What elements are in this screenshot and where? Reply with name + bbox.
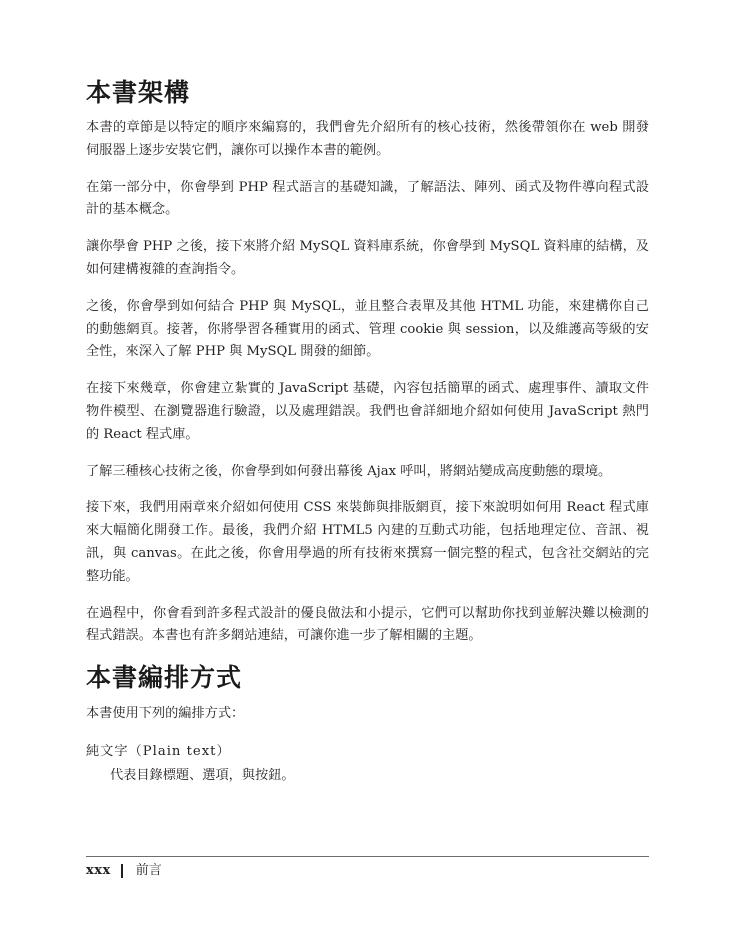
page-number: xxx <box>86 863 111 878</box>
footer-section-name: 前言 <box>135 863 162 878</box>
book-structure-body <box>86 117 649 662</box>
paragraph: 本書的章節是以特定的順序來編寫的，我們會先介紹所有的核心技術，然後帶領你在 web 開發伺服器上逐步安裝它們，讓你可以操作本書的範例。 <box>86 120 649 158</box>
footer-divider <box>86 856 649 857</box>
footer-separator <box>121 864 123 878</box>
section-heading-book-structure: 本書架構 <box>86 78 191 107</box>
paragraph: 接下來，我們用兩章來介紹如何使用 CSS 來裝飾與排版網頁，接下來說明如何用 React 程式庫來大幅簡化開發工作。最後，我們介紹 HTML5 內建的互動式功能，包括地理定位、音訊、視訊，與 canvas。在此之後，你會用學過的所有技術來撰寫一個完整的程式，包含社交網站的完整功能。 <box>86 500 649 584</box>
conventions-body <box>86 703 649 787</box>
paragraph: 讓你學會 PHP 之後，接下來將介紹 MySQL 資料庫系統，你會學到 MySQL 資料庫的結構，及如何建構複雜的查詢指令。 <box>86 239 649 277</box>
convention-term-description: 代表目錄標題、選項，與按鈕。 <box>110 767 295 783</box>
paragraph: 在接下來幾章，你會建立紮實的 JavaScript 基礎，內容包括簡單的函式、處理事件、讀取文件物件模型、在瀏覽器進行驗證，以及處理錯誤。我們也會詳細地介紹如何使用 JavaScript 熱門的 React 程式庫。 <box>86 381 649 442</box>
paragraph: 了解三種核心技術之後，你會學到如何發出幕後 Ajax 呼叫，將網站變成高度動態的環境。 <box>86 463 612 479</box>
page-footer <box>86 862 162 880</box>
paragraph: 在過程中，你會看到許多程式設計的優良做法和小提示，它們可以幫助你找到並解決難以檢測的程式錯誤。本書也有許多網站連結，可讓你進一步了解相關的主題。 <box>86 605 649 644</box>
document-page <box>86 0 649 932</box>
convention-term: 純文字（Plain text） <box>86 743 231 759</box>
conventions-intro: 本書使用下列的編排方式： <box>86 706 245 721</box>
section-heading-conventions: 本書編排方式 <box>86 663 243 692</box>
paragraph: 在第一部分中，你會學到 PHP 程式語言的基礎知識，了解語法、陣列、函式及物件導向程式設計的基本概念。 <box>86 179 649 218</box>
paragraph: 之後，你會學到如何結合 PHP 與 MySQL，並且整合表單及其他 HTML 功能，來建構你自己的動態網頁。接著，你將學習各種實用的函式、管理 cookie 與 session，以及維護高等級的安全性，來深入了解 PHP 與 MySQL 開發的細節。 <box>86 298 649 360</box>
